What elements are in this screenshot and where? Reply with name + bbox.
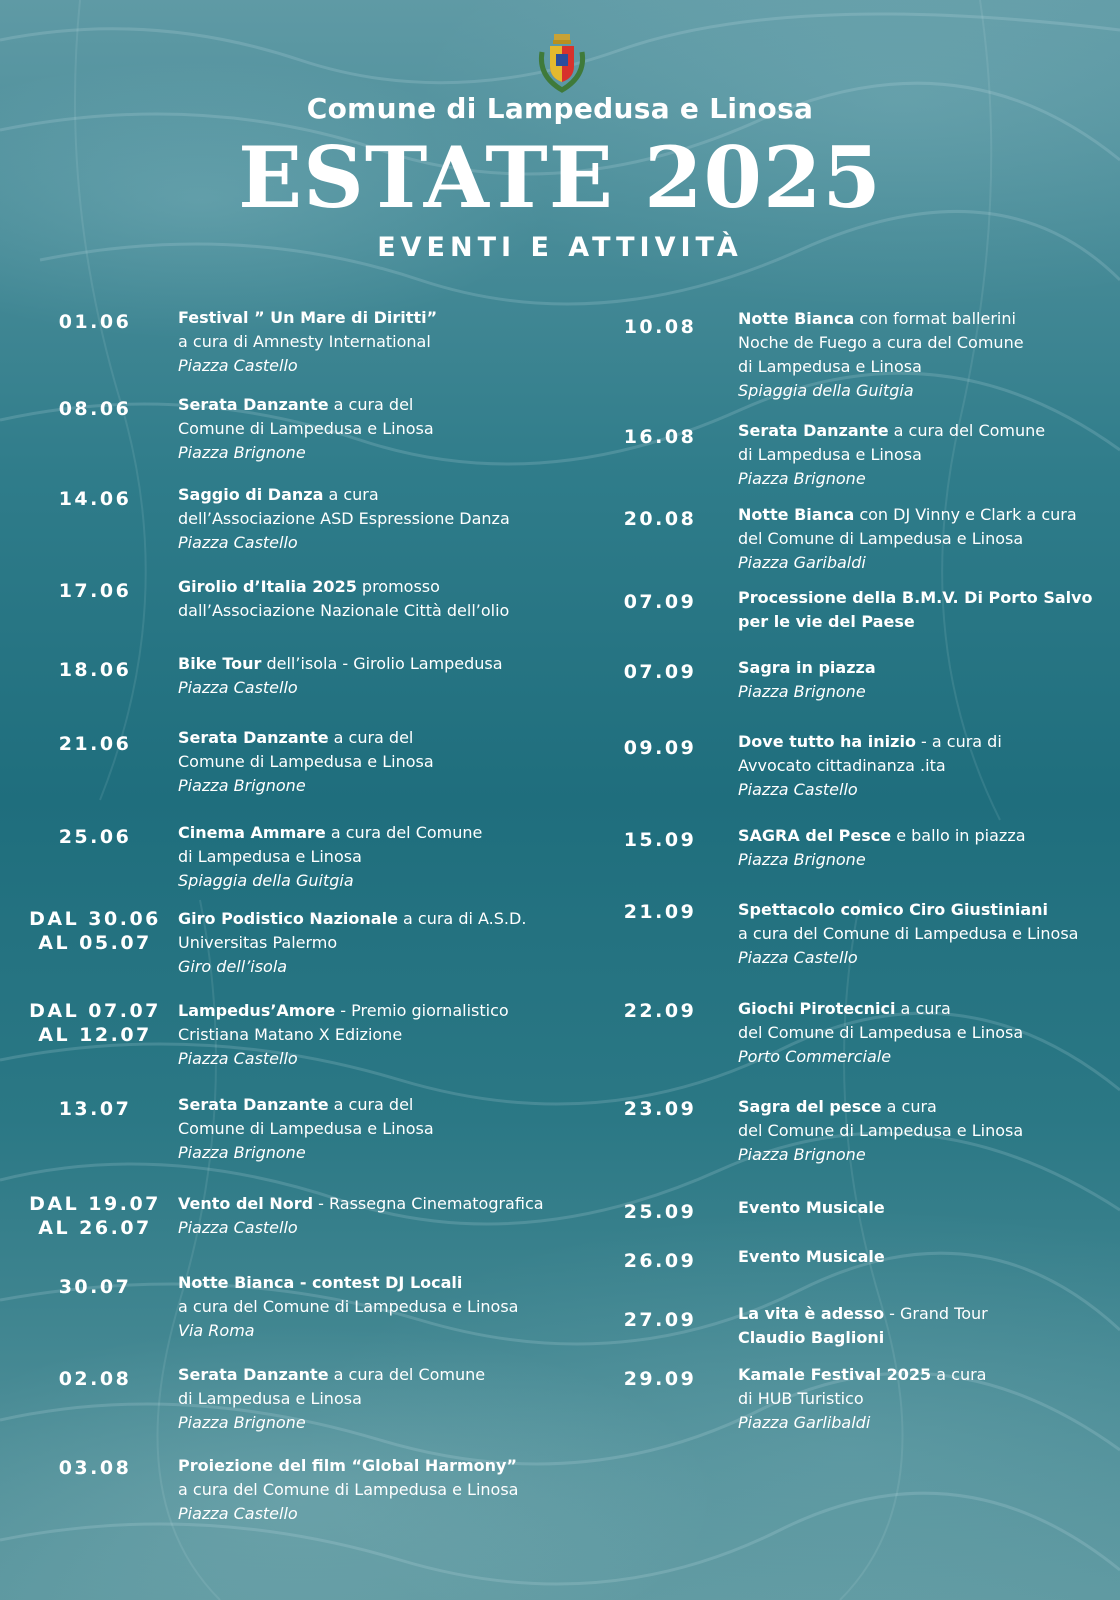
event-text-line: SAGRA del Pesce e ballo in piazza: [738, 826, 1026, 845]
event-date: 22.09: [623, 1000, 697, 1022]
event-description: [738, 898, 1078, 970]
event-description: [738, 997, 1023, 1069]
event-text-line: Evento Musicale: [738, 1247, 885, 1266]
event-text-line: Noche de Fuego a cura del Comune: [738, 333, 1024, 352]
event-description: [178, 483, 510, 555]
event-location: Piazza Castello: [178, 356, 298, 375]
event-text-line: del Comune di Lampedusa e Linosa: [738, 529, 1024, 548]
event-text-line: Comune di Lampedusa e Linosa: [178, 752, 434, 771]
event-text-line: del Comune di Lampedusa e Linosa: [738, 1121, 1024, 1140]
event-text-line: Claudio Baglioni: [738, 1328, 885, 1347]
page-title: ESTATE 2025: [238, 128, 882, 227]
event-date: 13.07: [58, 1098, 132, 1120]
event-text-line: a cura del Comune di Lampedusa e Linosa: [178, 1297, 519, 1316]
event-location: Piazza Brignone: [738, 1145, 866, 1164]
event-location: Piazza Castello: [738, 780, 858, 799]
event-text-line: Sagra in piazza: [738, 658, 876, 677]
event-description: [738, 1363, 986, 1435]
event-location: Spiaggia della Guitgia: [738, 381, 914, 400]
event-description: [178, 1093, 434, 1165]
event-date: 23.09: [623, 1098, 697, 1120]
event-text-line: Serata Danzante a cura del Comune: [738, 421, 1046, 440]
municipal-crest-icon: [534, 32, 590, 94]
event-description: [178, 1192, 544, 1240]
event-location: Giro dell’isola: [178, 957, 288, 976]
event-text-line: dell’Associazione ASD Espressione Danza: [178, 509, 510, 528]
event-description: [738, 419, 1045, 491]
event-location: Piazza Castello: [178, 1504, 298, 1523]
event-location: Via Roma: [178, 1321, 255, 1340]
event-text-line: a cura di Amnesty International: [178, 332, 431, 351]
event-date: DAL 30.06 AL 05.07: [29, 908, 161, 954]
event-date: 14.06: [58, 488, 132, 510]
event-description: [178, 1271, 518, 1343]
event-location: Porto Commerciale: [738, 1047, 892, 1066]
event-text-line: Kamale Festival 2025 a cura: [738, 1365, 987, 1384]
event-text-line: di HUB Turistico: [738, 1389, 864, 1408]
event-location: Piazza Brignone: [178, 1143, 306, 1162]
event-text-line: Notte Bianca con format ballerini: [738, 309, 1016, 328]
event-description: [178, 306, 437, 378]
event-text-line: Serata Danzante a cura del: [178, 728, 414, 747]
event-date: 25.09: [623, 1201, 697, 1223]
event-location: Piazza Brignone: [738, 850, 866, 869]
event-text-line: Lampedus’Amore - Premio giornalistico: [178, 1001, 509, 1020]
event-description: [178, 652, 503, 700]
event-text-line: del Comune di Lampedusa e Linosa: [738, 1023, 1024, 1042]
event-text-line: Serata Danzante a cura del Comune: [178, 1365, 486, 1384]
event-text-line: Cristiana Matano X Edizione: [178, 1025, 403, 1044]
event-description: [738, 824, 1026, 872]
event-date: 15.09: [623, 829, 697, 851]
event-text-line: Girolio d’Italia 2025 promosso: [178, 577, 440, 596]
event-date: 07.09: [623, 591, 697, 613]
event-description: [738, 1095, 1023, 1167]
event-date: 25.06: [58, 826, 132, 848]
event-text-line: La vita è adesso - Grand Tour: [738, 1304, 988, 1323]
event-location: Piazza Brignone: [738, 469, 866, 488]
event-description: [738, 730, 1002, 802]
event-text-line: Notte Bianca - contest DJ Locali: [178, 1273, 463, 1292]
event-text-line: Serata Danzante a cura del: [178, 395, 414, 414]
event-location: Piazza Castello: [178, 1218, 298, 1237]
event-location: Piazza Castello: [178, 533, 298, 552]
event-location: Piazza Brignone: [178, 443, 306, 462]
event-description: [738, 503, 1077, 575]
event-description: [178, 393, 434, 465]
event-text-line: per le vie del Paese: [738, 612, 915, 631]
event-text-line: Proiezione del film “Global Harmony”: [178, 1456, 517, 1475]
event-description: [738, 656, 876, 704]
event-date: 18.06: [58, 659, 132, 681]
event-date: DAL 19.07 AL 26.07: [29, 1193, 161, 1239]
event-location: Piazza Brignone: [178, 776, 306, 795]
event-date: 08.06: [58, 398, 132, 420]
event-description: [178, 726, 434, 798]
event-description: [738, 1302, 988, 1350]
event-text-line: Vento del Nord - Rassegna Cinematografica: [178, 1194, 544, 1213]
event-text-line: di Lampedusa e Linosa: [738, 357, 922, 376]
event-text-line: di Lampedusa e Linosa: [738, 445, 922, 464]
event-text-line: Comune di Lampedusa e Linosa: [178, 419, 434, 438]
event-description: [738, 1196, 885, 1220]
event-date: 21.06: [58, 733, 132, 755]
event-location: Piazza Garibaldi: [738, 553, 866, 572]
event-location: Spiaggia della Guitgia: [178, 871, 354, 890]
event-text-line: Comune di Lampedusa e Linosa: [178, 1119, 434, 1138]
event-date: 07.09: [623, 661, 697, 683]
event-location: Piazza Castello: [178, 1049, 298, 1068]
event-date: 17.06: [58, 580, 132, 602]
event-text-line: dall’Associazione Nazionale Città dell’olio: [178, 601, 510, 620]
event-description: [738, 586, 1093, 634]
event-text-line: Cinema Ammare a cura del Comune: [178, 823, 483, 842]
event-location: Piazza Garlibaldi: [738, 1413, 871, 1432]
event-text-line: Universitas Palermo: [178, 933, 338, 952]
event-text-line: di Lampedusa e Linosa: [178, 847, 362, 866]
event-description: [178, 1454, 518, 1526]
event-date: 01.06: [58, 311, 132, 333]
organizer-heading: Comune di Lampedusa e Linosa: [306, 92, 814, 125]
event-text-line: Notte Bianca con DJ Vinny e Clark a cura: [738, 505, 1077, 524]
event-description: [178, 821, 482, 893]
event-text-line: Giro Podistico Nazionale a cura di A.S.D.: [178, 909, 527, 928]
event-location: Piazza Brignone: [738, 682, 866, 701]
event-text-line: Festival ” Un Mare di Diritti”: [178, 308, 438, 327]
event-description: [738, 1245, 885, 1269]
event-date: 09.09: [623, 737, 697, 759]
event-date: 02.08: [58, 1368, 132, 1390]
event-text-line: Bike Tour dell’isola - Girolio Lampedusa: [178, 654, 503, 673]
page-subtitle: EVENTI E ATTIVITÀ: [377, 232, 743, 263]
event-text-line: Serata Danzante a cura del: [178, 1095, 414, 1114]
event-date: 26.09: [623, 1250, 697, 1272]
event-location: Piazza Brignone: [178, 1413, 306, 1432]
event-date: 03.08: [58, 1457, 132, 1479]
event-description: [178, 999, 509, 1071]
event-date: 20.08: [623, 508, 697, 530]
event-date: 27.09: [623, 1309, 697, 1331]
event-text-line: Saggio di Danza a cura: [178, 485, 379, 504]
event-description: [178, 1363, 485, 1435]
event-text-line: a cura del Comune di Lampedusa e Linosa: [178, 1480, 519, 1499]
event-text-line: di Lampedusa e Linosa: [178, 1389, 362, 1408]
event-text-line: Spettacolo comico Ciro Giustiniani: [738, 900, 1049, 919]
event-date: 21.09: [623, 901, 697, 923]
event-text-line: Evento Musicale: [738, 1198, 885, 1217]
event-text-line: Sagra del pesce a cura: [738, 1097, 937, 1116]
event-text-line: Processione della B.M.V. Di Porto Salvo: [738, 588, 1093, 607]
event-text-line: Dove tutto ha inizio - a cura di: [738, 732, 1002, 751]
event-date: 10.08: [623, 316, 697, 338]
event-location: Piazza Castello: [738, 948, 858, 967]
event-date: DAL 07.07 AL 12.07: [29, 1000, 161, 1046]
event-date: 30.07: [58, 1276, 132, 1298]
event-date: 29.09: [623, 1368, 697, 1390]
event-text-line: Giochi Pirotecnici a cura: [738, 999, 951, 1018]
event-date: 16.08: [623, 426, 697, 448]
event-description: [178, 907, 526, 979]
event-text-line: a cura del Comune di Lampedusa e Linosa: [738, 924, 1079, 943]
event-location: Piazza Castello: [178, 678, 298, 697]
event-description: [178, 575, 509, 623]
event-text-line: Avvocato cittadinanza .ita: [738, 756, 946, 775]
event-description: [738, 307, 1024, 403]
